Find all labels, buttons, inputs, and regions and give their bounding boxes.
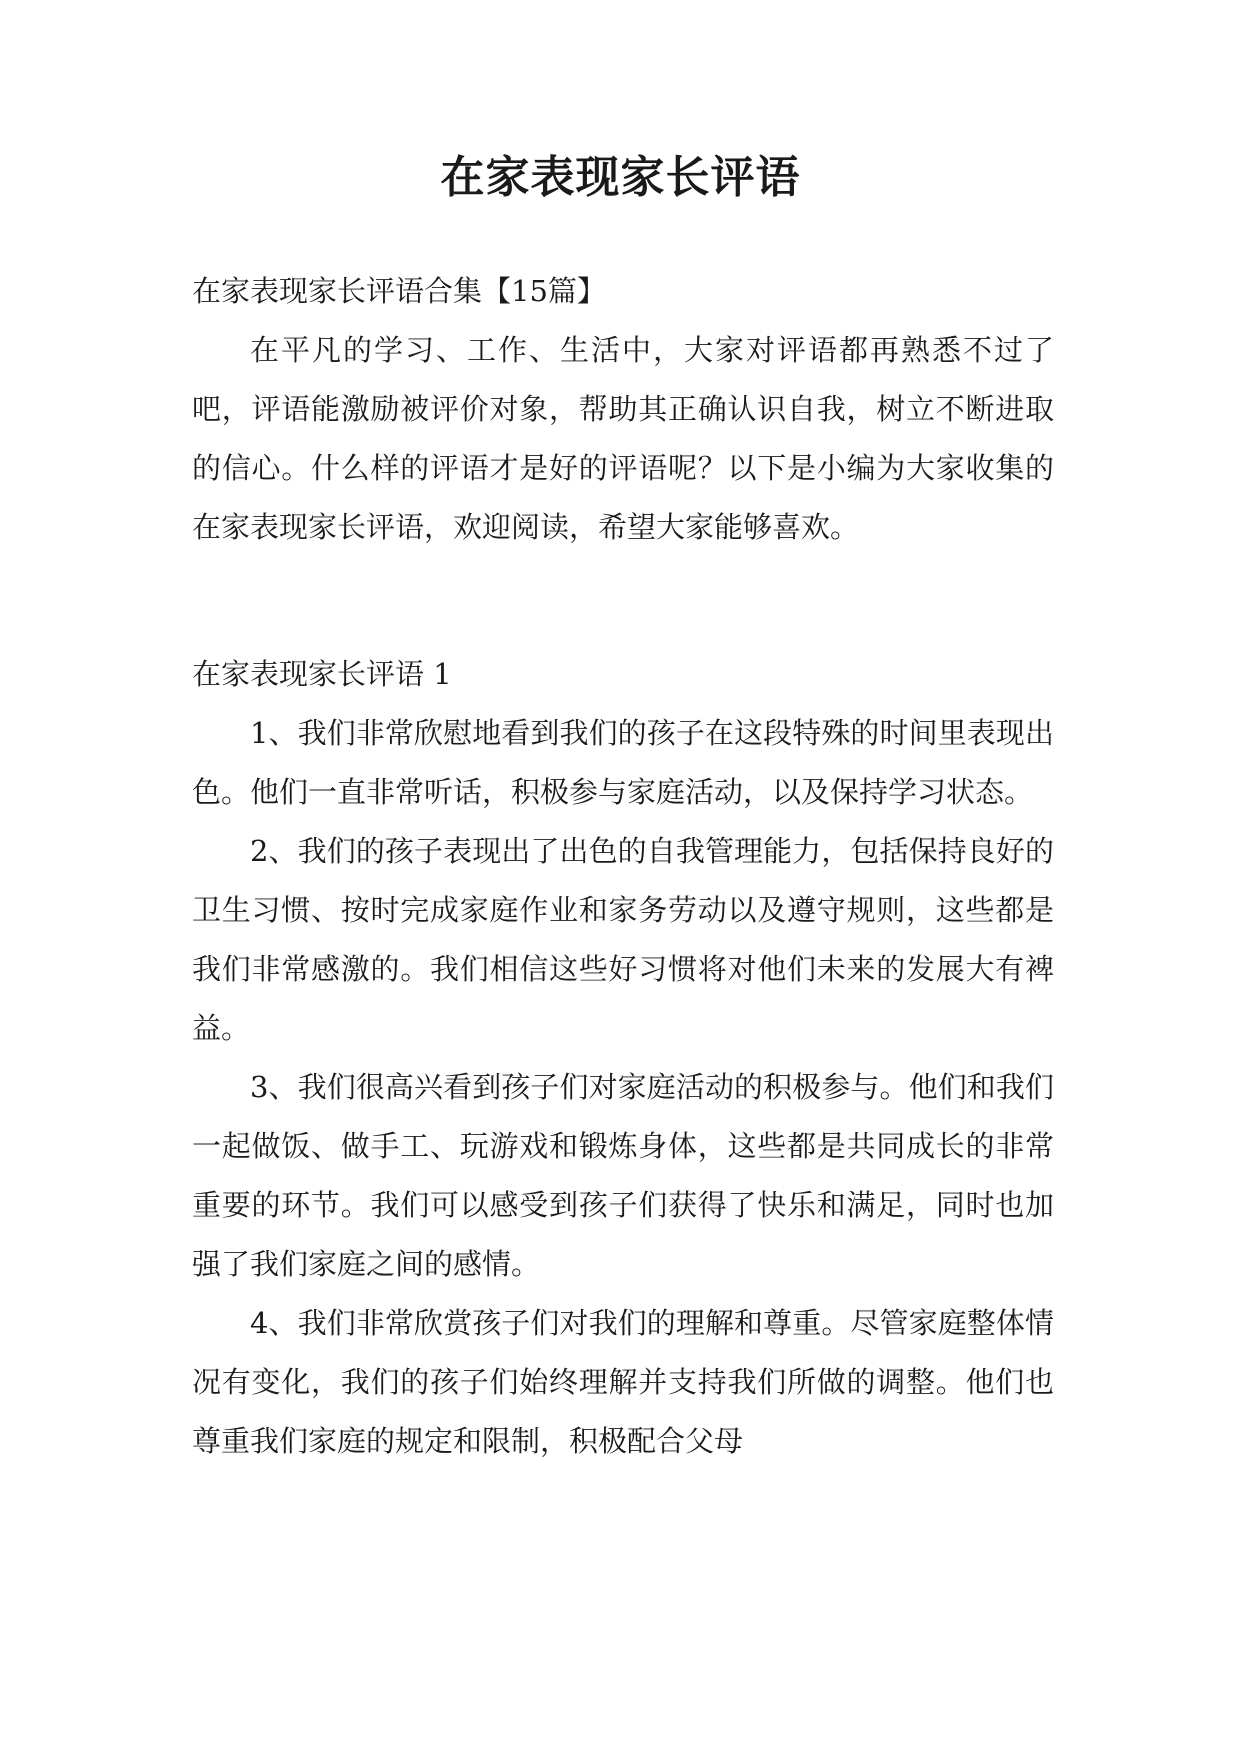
section-spacer [192, 557, 1054, 645]
collection-heading: 在家表现家长评语合集【15篇】 [192, 274, 606, 308]
document-body [192, 262, 1054, 1471]
intro-paragraph: 在平凡的学习、工作、生活中，大家对评语都再熟悉不过了吧，评语能激励被评价对象，帮助其正确认识自我，树立不断进取的信心。什么样的评语才是好的评语呢？以下是小编为大家收集的在家表现家长评语，欢迎阅读，希望大家能够喜欢。 [192, 333, 1054, 544]
document-title: 在家表现家长评语 [440, 152, 801, 203]
comment-item-4: 4、我们非常欣赏孩子们对我们的理解和尊重。尽管家庭整体情况有变化，我们的孩子们始终理解并支持我们所做的调整。他们也尊重我们家庭的规定和限制，积极配合父母 [192, 1306, 1054, 1458]
comment-item-2: 2、我们的孩子表现出了出色的自我管理能力，包括保持良好的卫生习惯、按时完成家庭作业和家务劳动以及遵守规则，这些都是我们非常感激的。我们相信这些好习惯将对他们未来的发展大有裨益。 [192, 834, 1054, 1045]
section-heading: 在家表现家长评语 1 [192, 657, 452, 691]
comment-item-1: 1、我们非常欣慰地看到我们的孩子在这段特殊的时间里表现出色。他们一直非常听话，积极参与家庭活动，以及保持学习状态。 [192, 716, 1054, 809]
comment-item-3: 3、我们很高兴看到孩子们对家庭活动的积极参与。他们和我们一起做饭、做手工、玩游戏和锻炼身体，这些都是共同成长的非常重要的环节。我们可以感受到孩子们获得了快乐和满足，同时也加强了我们家庭之间的感情。 [192, 1070, 1054, 1281]
